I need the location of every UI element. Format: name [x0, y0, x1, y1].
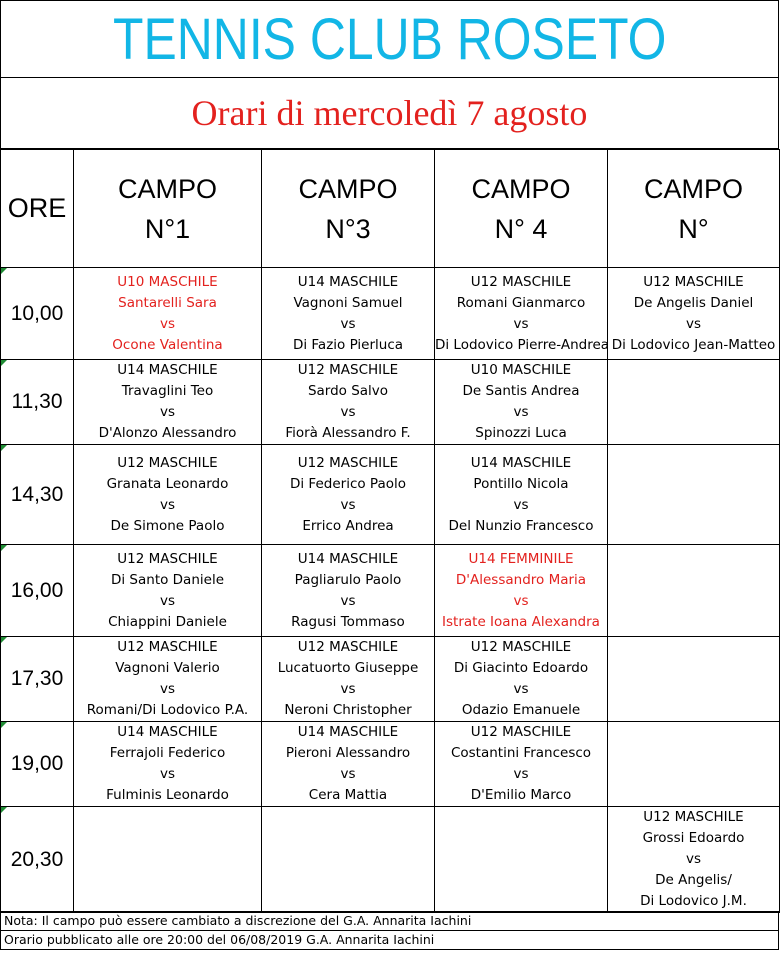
- match-category: U12 MASCHILE: [643, 273, 744, 290]
- player-two: Del Nunzio Francesco: [448, 517, 594, 534]
- match-category: U10 MASCHILE: [117, 273, 218, 290]
- versus-label: vs: [513, 315, 529, 332]
- player-two: Di Fazio Pierluca: [292, 336, 404, 353]
- player-two: D'Emilio Marco: [470, 787, 572, 803]
- player-one: Di Santo Daniele: [110, 571, 225, 588]
- match-category: U12 MASCHILE: [470, 273, 572, 290]
- match-cell: [608, 807, 780, 913]
- time-text: 19,00: [10, 752, 64, 775]
- player-two: Di Lodovico Jean-Matteo: [611, 336, 776, 353]
- cell-marker-icon: [1, 268, 7, 274]
- empty-cell: [608, 545, 780, 637]
- match-cell: [262, 722, 435, 807]
- match-cell: [435, 268, 608, 360]
- player-two: Neroni Christopher: [284, 702, 412, 718]
- header-campo-3: [262, 150, 435, 268]
- versus-label: vs: [513, 496, 529, 513]
- versus-label: vs: [159, 496, 176, 513]
- header-campo-label: CAMPO: [471, 173, 571, 204]
- match-cell: [435, 637, 608, 722]
- versus-label: vs: [159, 315, 176, 332]
- match-category: U12 MASCHILE: [297, 454, 399, 471]
- empty-cell: [435, 807, 608, 913]
- match-cell: [74, 722, 262, 807]
- player-one: Di Federico Paolo: [290, 475, 406, 492]
- player-one: Ferrajoli Federico: [109, 745, 226, 761]
- subtitle-row: [0, 77, 779, 149]
- match-cell: [435, 445, 608, 545]
- header-campo-number: N°1: [144, 213, 191, 244]
- empty-cell: [262, 807, 435, 913]
- header-row: [1, 150, 780, 268]
- match-category: U12 MASCHILE: [117, 454, 218, 471]
- match-category: U14 MASCHILE: [297, 724, 399, 740]
- match-category: U12 MASCHILE: [470, 639, 572, 655]
- match-category: U10 MASCHILE: [470, 362, 572, 378]
- player-two: Fulminis Leonardo: [106, 787, 229, 803]
- header-campo-number: N°3: [325, 213, 371, 244]
- match-category: U14 MASCHILE: [297, 550, 399, 567]
- schedule-body: [1, 268, 780, 913]
- time-slot-row: [1, 545, 780, 637]
- match-cell: [262, 545, 435, 637]
- match-cell: [74, 445, 262, 545]
- time-slot-row: [1, 637, 780, 722]
- header-campo-number: N°: [678, 213, 709, 244]
- time-slot-label: [1, 360, 74, 445]
- header-campo-number: N° 4: [494, 213, 548, 244]
- player-one: D'Alessandro Maria: [455, 571, 587, 588]
- match-cell: [262, 637, 435, 722]
- player-one: De Santis Andrea: [462, 383, 580, 399]
- time-slot-label: [1, 268, 74, 360]
- header-campo-label: CAMPO: [643, 173, 743, 204]
- time-text: 20,30: [10, 847, 64, 871]
- player-one: Pieroni Alessandro: [285, 745, 411, 761]
- player-two-continued: Di Lodovico J.M.: [640, 893, 747, 909]
- match-cell: [74, 360, 262, 445]
- match-category: U12 MASCHILE: [117, 639, 218, 655]
- empty-cell: [608, 360, 780, 445]
- player-two: De Angelis/: [655, 872, 732, 888]
- note-court-change: Nota: Il campo può essere cambiato a discrezione del G.A. Annarita Iachini: [0, 911, 779, 931]
- versus-label: vs: [513, 404, 529, 420]
- time-slot-label: [1, 807, 74, 913]
- match-cell: [74, 545, 262, 637]
- versus-label: vs: [513, 681, 529, 697]
- player-one: Pagliarulo Paolo: [294, 571, 402, 588]
- time-text: 10,00: [10, 301, 64, 325]
- match-cell: [74, 637, 262, 722]
- player-two: De Simone Paolo: [110, 517, 225, 534]
- time-slot-row: [1, 268, 780, 360]
- cell-marker-icon: [1, 807, 7, 813]
- match-category: U14 MASCHILE: [470, 454, 572, 471]
- player-one: Granata Leonardo: [106, 475, 229, 492]
- player-one: Romani Gianmarco: [456, 294, 586, 311]
- empty-cell: [608, 722, 780, 807]
- player-one: Sardo Salvo: [307, 383, 389, 399]
- time-slot-label: [1, 637, 74, 722]
- player-one: Pontillo Nicola: [473, 475, 569, 492]
- player-one: Di Giacinto Edoardo: [453, 660, 589, 676]
- header-campo-4: [435, 150, 608, 268]
- match-cell: [74, 268, 262, 360]
- match-category: U12 MASCHILE: [297, 362, 399, 378]
- time-slot-row: [1, 807, 780, 913]
- versus-label: vs: [159, 404, 176, 420]
- player-one: Costantini Francesco: [450, 745, 592, 761]
- versus-label: vs: [340, 592, 356, 609]
- match-cell: [435, 545, 608, 637]
- time-text: 17,30: [10, 667, 64, 690]
- versus-label: vs: [513, 766, 529, 782]
- versus-label: vs: [340, 681, 356, 697]
- empty-cell: [608, 637, 780, 722]
- time-text: 16,00: [10, 578, 64, 602]
- player-one: Lucatuorto Giuseppe: [277, 660, 419, 676]
- header-campo-n: [608, 150, 780, 268]
- versus-label: vs: [340, 315, 356, 332]
- time-slot-label: [1, 722, 74, 807]
- versus-label: vs: [513, 592, 529, 609]
- versus-label: vs: [340, 496, 356, 513]
- schedule-table: [0, 149, 780, 913]
- cell-marker-icon: [1, 360, 7, 366]
- player-two: D'Alonzo Alessandro: [98, 425, 237, 441]
- header-campo-label: CAMPO: [298, 173, 398, 204]
- time-slot-label: [1, 545, 74, 637]
- match-category: U12 MASCHILE: [297, 639, 399, 655]
- time-slot-row: [1, 360, 780, 445]
- time-text: 14,30: [10, 482, 64, 506]
- match-cell: [262, 360, 435, 445]
- player-two: Spinozzi Luca: [475, 425, 567, 441]
- player-two: Ocone Valentina: [112, 336, 223, 353]
- match-category: U12 MASCHILE: [117, 550, 218, 567]
- player-one: Vagnoni Valerio: [115, 660, 220, 676]
- match-cell: [608, 268, 780, 360]
- player-one: De Angelis Daniel: [633, 294, 754, 311]
- versus-label: vs: [340, 766, 356, 782]
- match-category: U14 MASCHILE: [297, 273, 399, 290]
- cell-marker-icon: [1, 445, 7, 451]
- cell-marker-icon: [1, 722, 7, 728]
- empty-cell: [74, 807, 262, 913]
- match-category: U14 MASCHILE: [117, 362, 218, 378]
- header-campo-label: CAMPO: [117, 173, 217, 204]
- match-category: U14 FEMMINILE: [468, 550, 574, 567]
- cell-marker-icon: [1, 545, 7, 551]
- player-two: Chiappini Daniele: [108, 613, 227, 630]
- match-category: U14 MASCHILE: [117, 724, 218, 740]
- player-two: Istrate Ioana Alexandra: [442, 613, 600, 630]
- player-one: Vagnoni Samuel: [293, 294, 403, 311]
- schedule-date-title: Orari di mercoledì 7 agosto: [191, 93, 588, 133]
- player-one: Grossi Edoardo: [642, 830, 745, 846]
- note-published: Orario pubblicato alle ore 20:00 del 06/08/2019 G.A. Annarita Iachini: [0, 930, 779, 950]
- player-two: Cera Mattia: [308, 787, 388, 803]
- time-slot-row: [1, 445, 780, 545]
- versus-label: vs: [159, 766, 176, 782]
- versus-label: vs: [159, 592, 176, 609]
- versus-label: vs: [340, 404, 356, 420]
- empty-cell: [608, 445, 780, 545]
- player-two: Romani/Di Lodovico P.A.: [86, 702, 249, 718]
- player-two: Ragusi Tommaso: [291, 613, 405, 630]
- title-row: [0, 0, 779, 78]
- club-title: TENNIS CLUB ROSETO: [112, 6, 667, 72]
- player-two: Errico Andrea: [302, 517, 394, 534]
- cell-marker-icon: [1, 637, 7, 643]
- match-category: U12 MASCHILE: [470, 724, 572, 740]
- player-two: Di Lodovico Pierre-Andrea: [435, 336, 610, 353]
- versus-label: vs: [685, 851, 702, 867]
- header-ore: ORE: [1, 150, 74, 268]
- versus-label: vs: [685, 315, 702, 332]
- time-slot-row: [1, 722, 780, 807]
- match-cell: [435, 722, 608, 807]
- player-two: Fiorà Alessandro F.: [285, 425, 411, 441]
- time-slot-label: [1, 445, 74, 545]
- player-one: Travaglini Teo: [121, 383, 214, 399]
- time-text: 11,30: [11, 390, 63, 413]
- player-two: Odazio Emanuele: [461, 702, 581, 718]
- header-campo-1: [74, 150, 262, 268]
- match-cell: [435, 360, 608, 445]
- match-cell: [262, 445, 435, 545]
- match-cell: [262, 268, 435, 360]
- versus-label: vs: [159, 681, 176, 697]
- player-one: Santarelli Sara: [118, 294, 217, 311]
- match-category: U12 MASCHILE: [643, 809, 744, 825]
